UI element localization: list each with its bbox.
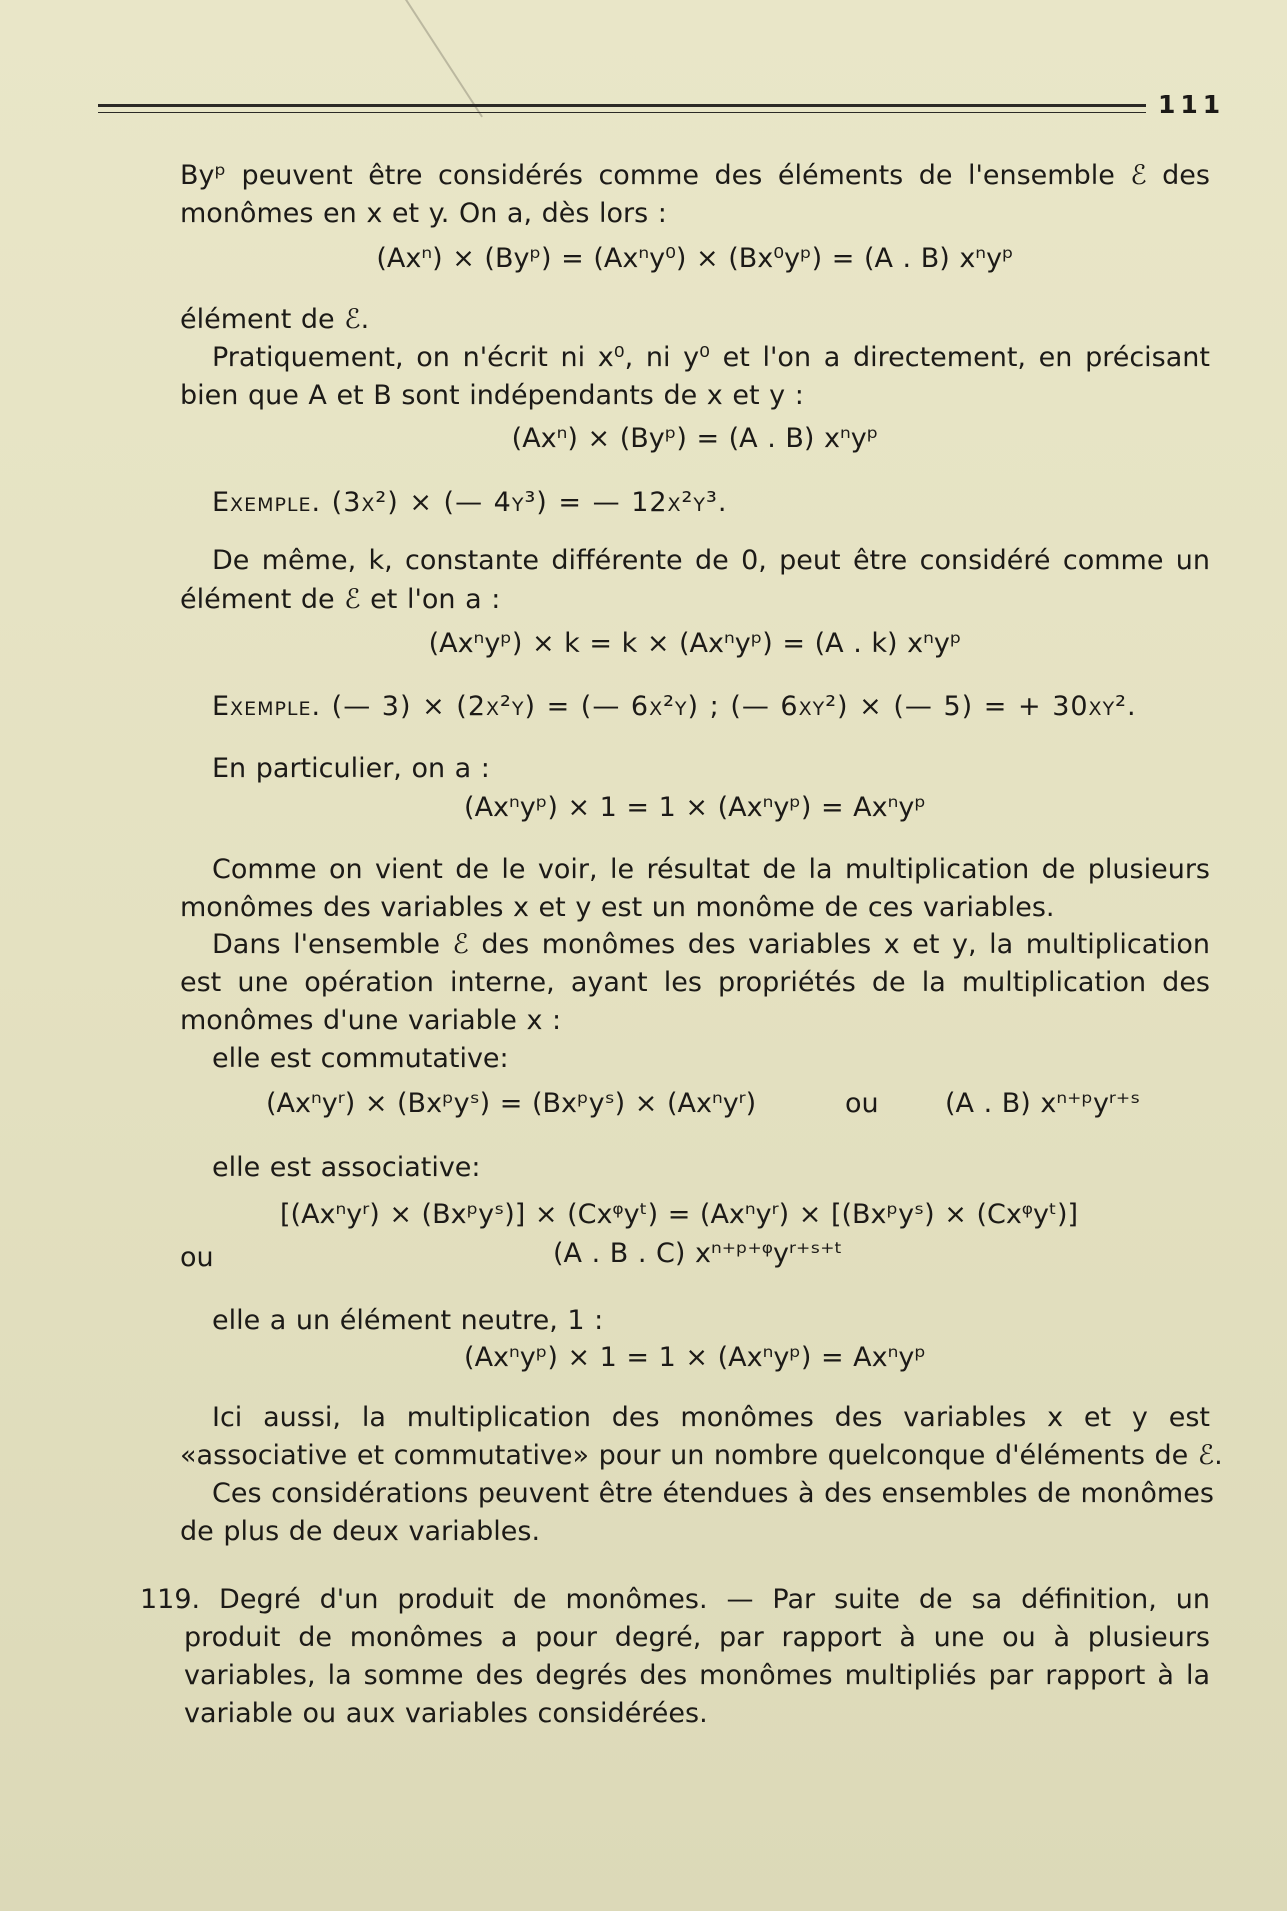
text-line: Pratiquement, on n'écrit ni x⁰, ni y⁰ et l'on a directement, en précisant (212, 342, 1210, 373)
formula: (Axⁿyʳ) × (Bxᵖyˢ) = (Bxᵖyˢ) × (Axⁿyʳ) (266, 1088, 757, 1119)
text-line: élément de ℰ. (180, 304, 370, 335)
text-line: En particulier, on a : (212, 753, 490, 784)
page-number: 111 (1158, 90, 1226, 119)
text-line: monômes d'une variable x : (180, 1005, 562, 1036)
property-label: elle est associative: (212, 1152, 481, 1183)
text-line: Dans l'ensemble ℰ des monômes des variables x et y, la multiplication (212, 929, 1210, 960)
text-line: De même, k, constante différente de 0, peut être considéré comme un (212, 545, 1210, 576)
formula-connector: ou (845, 1088, 879, 1119)
text-line: de plus de deux variables. (180, 1516, 541, 1547)
formula: (Axⁿ) × (Byᵖ) = (A . B) xⁿyᵖ (511, 423, 879, 454)
formula: (Axⁿyᵖ) × 1 = 1 × (Axⁿyᵖ) = Axⁿyᵖ (464, 792, 926, 823)
text-line: Byᵖ peuvent être considérés comme des éléments de l'ensemble ℰ des (180, 160, 1210, 191)
property-label: elle est commutative: (212, 1043, 509, 1074)
text-line: variable ou aux variables considérées. (184, 1698, 708, 1729)
formula: (Axⁿyᵖ) × k = k × (Axⁿyᵖ) = (A . k) xⁿyᵖ (428, 628, 962, 659)
page-crease (405, 0, 483, 117)
example-line: Exemple. (— 3) × (2x²y) = (— 6x²y) ; (— 6xy²) × (— 5) = + 30xy². (212, 691, 1137, 722)
formula: [(Axⁿyʳ) × (Bxᵖyˢ)] × (Cxᵠyᵗ) = (Axⁿyʳ) × [(Bxᵖyˢ) × (Cxᵠyᵗ)] (280, 1199, 1079, 1230)
text-line: bien que A et B sont indépendants de x et y : (180, 380, 804, 411)
text-line: Comme on vient de le voir, le résultat de la multiplication de plusieurs (212, 854, 1210, 885)
text-line: produit de monômes a pour degré, par rapport à une ou à plusieurs (184, 1622, 1210, 1653)
formula: (Axⁿyᵖ) × 1 = 1 × (Axⁿyᵖ) = Axⁿyᵖ (464, 1342, 926, 1373)
property-label: elle a un élément neutre, 1 : (212, 1305, 604, 1336)
text-line: variables, la somme des degrés des monômes multipliés par rapport à la (184, 1660, 1210, 1691)
formula: (A . B . C) xⁿ⁺ᵖ⁺ᵠyʳ⁺ˢ⁺ᵗ (553, 1238, 843, 1269)
text-line: est une opération interne, ayant les propriétés de la multiplication des (180, 967, 1210, 998)
text-line: monômes des variables x et y est un monôme de ces variables. (180, 892, 1055, 923)
section-heading-line: 119. Degré d'un produit de monômes. — Par suite de sa définition, un (140, 1584, 1210, 1615)
text-line: élément de ℰ et l'on a : (180, 584, 501, 615)
text-line: Ces considérations peuvent être étendues à des ensembles de monômes (212, 1478, 1214, 1509)
header-rule (98, 104, 1146, 107)
formula: (A . B) xⁿ⁺ᵖyʳ⁺ˢ (945, 1088, 1141, 1119)
header-rule-thin (98, 112, 1146, 113)
text-line: «associative et commutative» pour un nombre quelconque d'éléments de ℰ. (180, 1440, 1223, 1471)
formula-connector: ou (180, 1242, 214, 1273)
text-line: Ici aussi, la multiplication des monômes des variables x et y est (212, 1402, 1210, 1433)
text-line: monômes en x et y. On a, dès lors : (180, 198, 667, 229)
formula: (Axⁿ) × (Byᵖ) = (Axⁿy⁰) × (Bx⁰yᵖ) = (A . B) xⁿyᵖ (376, 243, 1014, 274)
example-line: Exemple. (3x²) × (— 4y³) = — 12x²y³. (212, 487, 728, 518)
